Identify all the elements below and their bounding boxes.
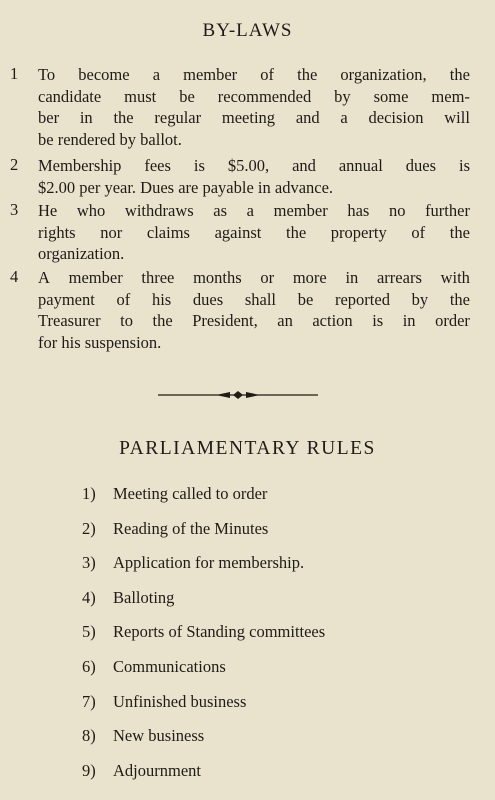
parliamentary-rules-list bbox=[82, 482, 422, 793]
rule-number: 5) bbox=[82, 622, 96, 642]
bylaws-title: BY-LAWS bbox=[202, 20, 293, 41]
rule-item bbox=[82, 620, 422, 655]
ornamental-divider bbox=[158, 388, 318, 402]
rule-text: New business bbox=[113, 726, 205, 746]
bylaw-line: ber in the regular meeting and a decision will bbox=[38, 108, 470, 127]
rule-number: 3) bbox=[82, 553, 96, 573]
rule-text: Reports of Standing committees bbox=[113, 622, 326, 642]
bylaw-line: payment of his dues shall be reported by the bbox=[38, 289, 470, 309]
bylaw-line: rights nor claims against the property of the bbox=[38, 222, 470, 242]
bylaw-number: 2 bbox=[10, 155, 19, 174]
rule-number: 1) bbox=[82, 484, 96, 503]
rule-number: 6) bbox=[82, 656, 96, 676]
rule-item bbox=[82, 482, 422, 517]
bylaw-line: candidate must be recommended by some mem- bbox=[38, 86, 470, 106]
parliamentary-rules-title: PARLIAMENTARY RULES bbox=[119, 438, 376, 459]
rule-number: 4) bbox=[82, 587, 96, 607]
rule-text: Communications bbox=[113, 656, 226, 676]
rule-text: Reading of the Minutes bbox=[113, 518, 269, 538]
bylaw-number: 3 bbox=[10, 200, 19, 219]
bylaw-line: organization. bbox=[38, 244, 125, 263]
rule-item bbox=[82, 551, 422, 586]
rule-item bbox=[82, 724, 422, 759]
rule-number: 2) bbox=[82, 518, 96, 538]
bylaw-text bbox=[38, 155, 470, 198]
rule-text: Balloting bbox=[113, 587, 175, 607]
bylaw-line: Treasurer to the President, an action is in order bbox=[38, 311, 470, 330]
bylaw-line: $2.00 per year. Dues are payable in advance. bbox=[38, 177, 334, 197]
bylaw-line: for his suspension. bbox=[38, 332, 162, 352]
rule-item bbox=[82, 690, 422, 725]
bylaw-text bbox=[38, 267, 470, 353]
bylaw-text bbox=[38, 200, 470, 265]
rule-number: 7) bbox=[82, 691, 96, 711]
rule-number: 8) bbox=[82, 726, 96, 746]
rule-text: Adjournment bbox=[113, 760, 201, 780]
rule-number: 9) bbox=[82, 760, 96, 780]
bylaw-text bbox=[38, 64, 470, 150]
bylaw-line: He who withdraws as a member has no further bbox=[38, 201, 470, 220]
bylaw-line: be rendered by ballot. bbox=[38, 129, 182, 149]
bylaw-number: 4 bbox=[10, 267, 19, 286]
rule-text: Application for membership. bbox=[113, 553, 305, 573]
rule-text: Meeting called to order bbox=[113, 484, 268, 503]
bylaw-number: 1 bbox=[10, 64, 19, 83]
rule-text: Unfinished business bbox=[113, 691, 247, 711]
bylaw-line: Membership fees is $5.00, and annual dues is bbox=[38, 156, 470, 175]
bylaw-line: A member three months or more in arrears with bbox=[38, 268, 470, 287]
bylaw-line: To become a member of the organization, the bbox=[38, 65, 470, 84]
rule-item bbox=[82, 517, 422, 552]
rule-item bbox=[82, 655, 422, 690]
rule-item bbox=[82, 586, 422, 621]
rule-item bbox=[82, 759, 422, 794]
